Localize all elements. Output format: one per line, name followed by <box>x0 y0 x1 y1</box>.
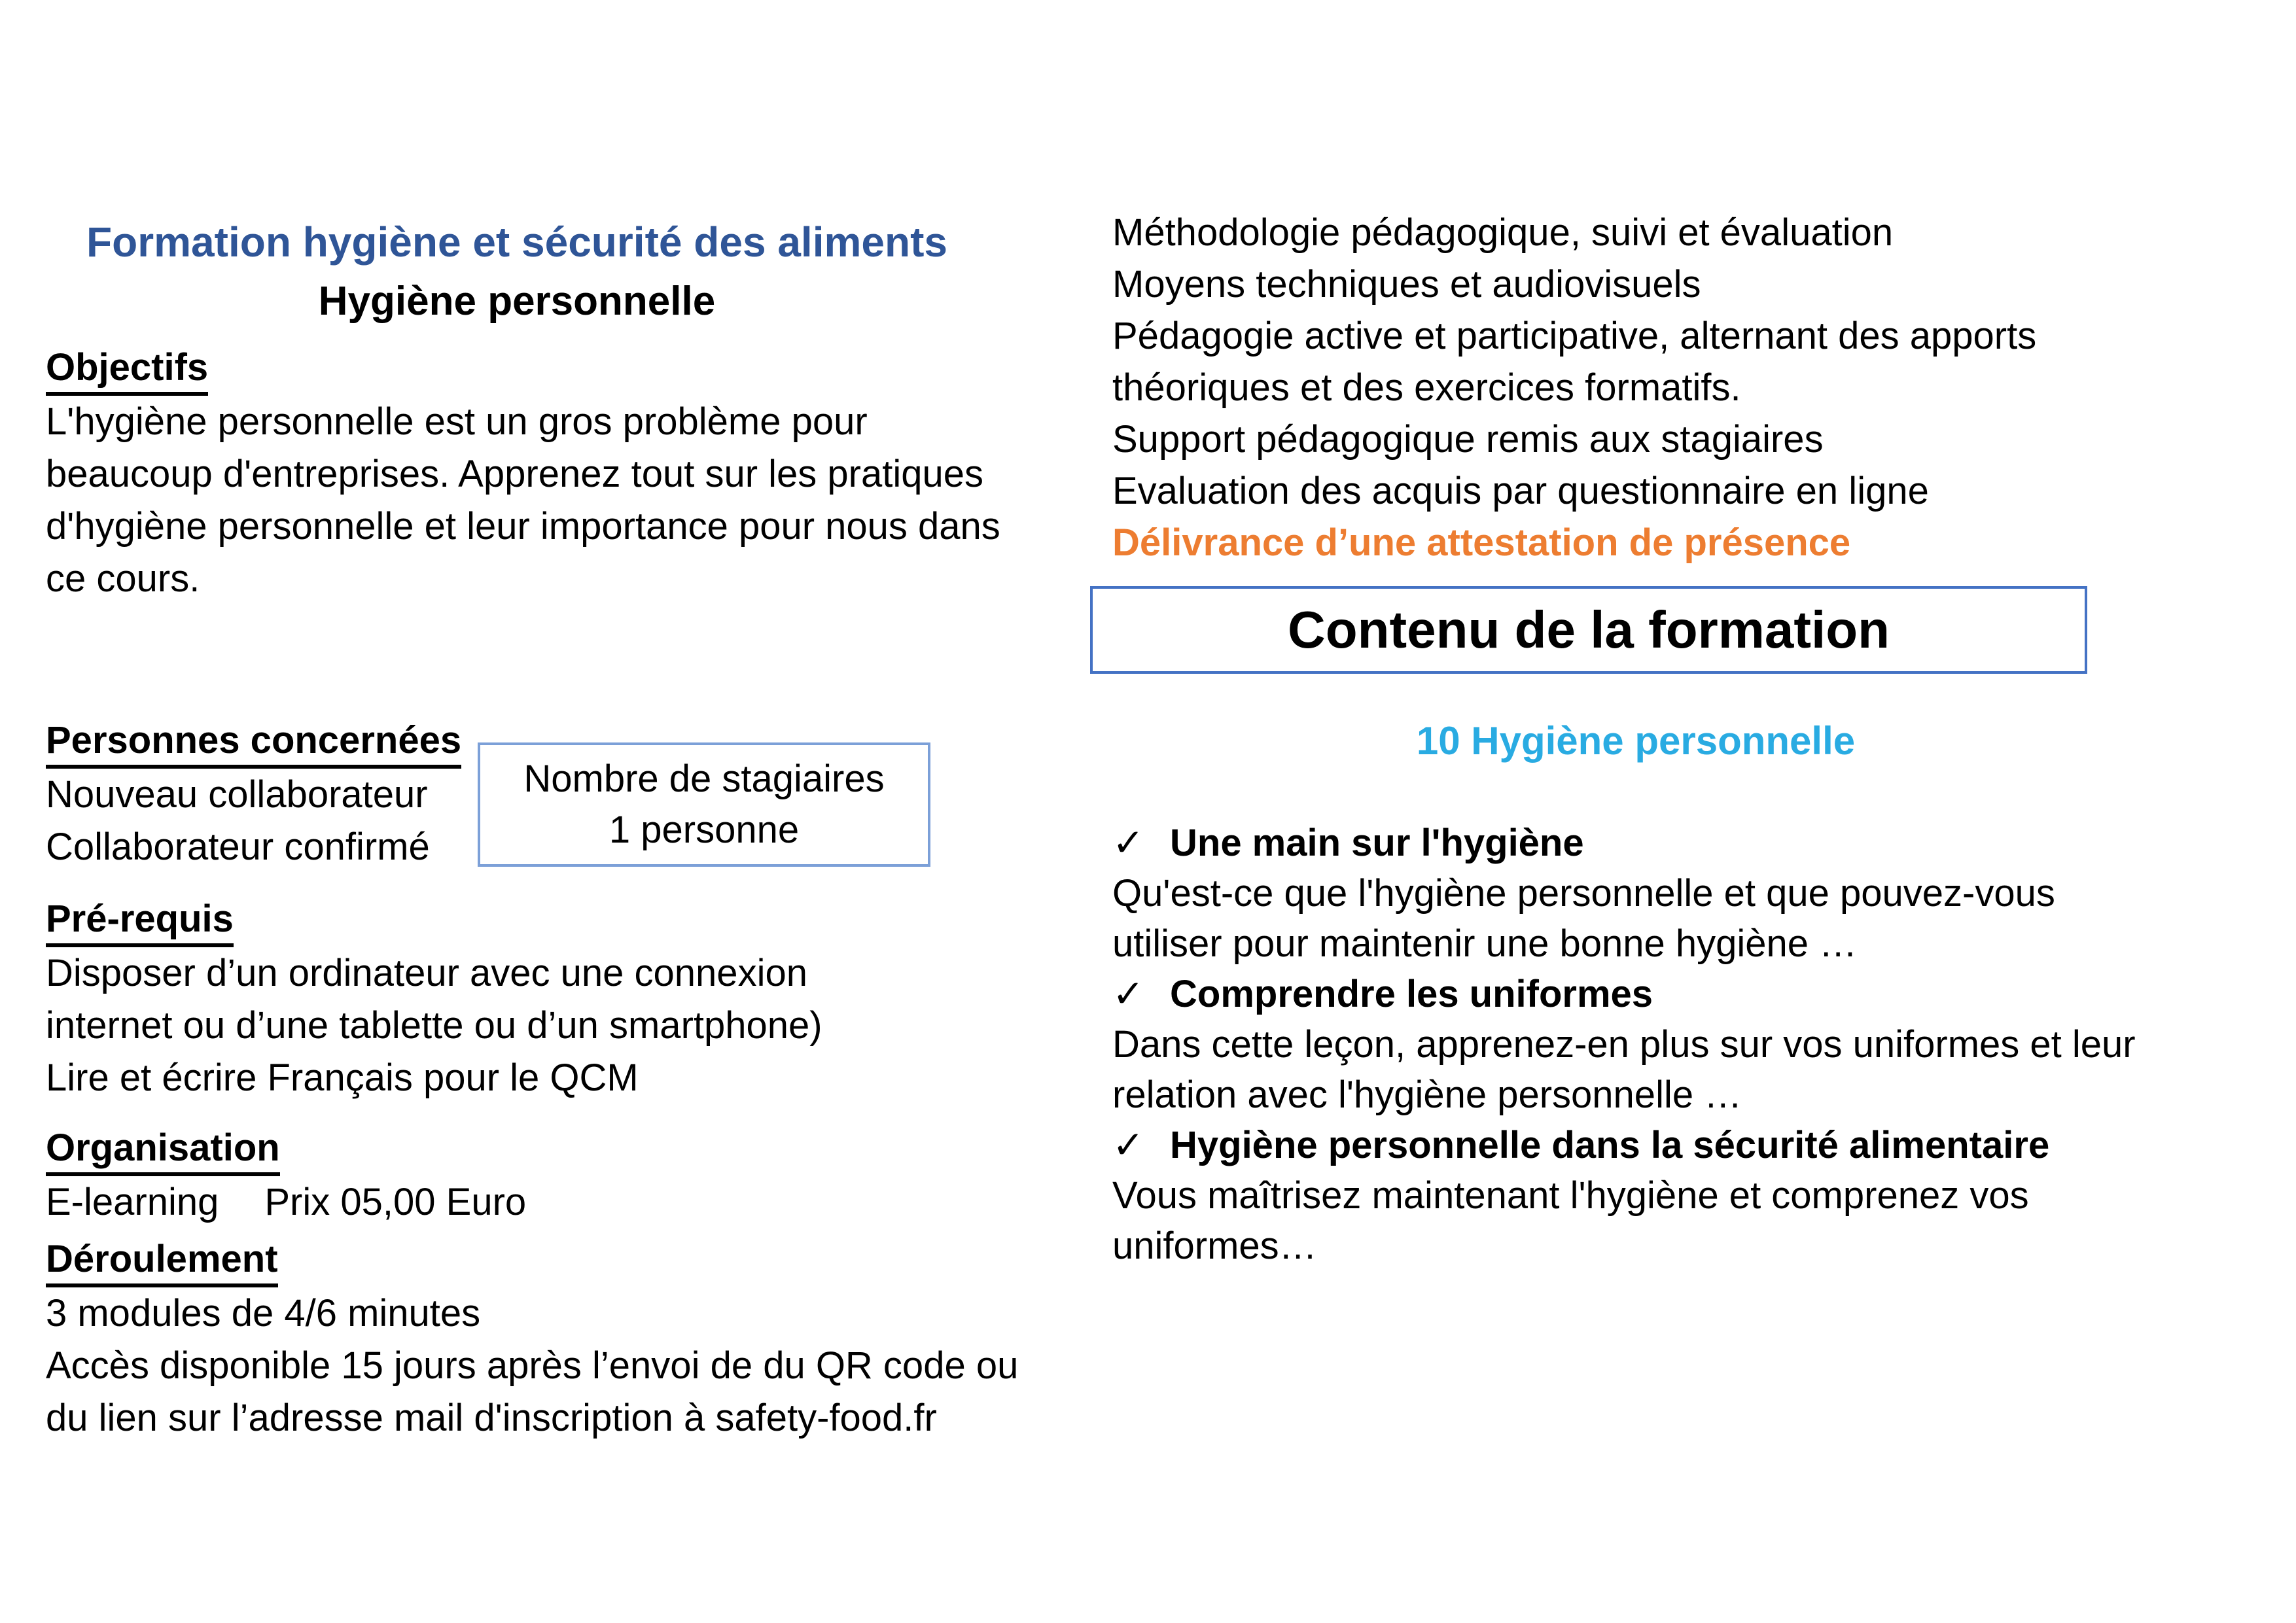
contenu-formation-box <box>1090 586 2087 674</box>
course-title: Formation hygiène et sécurité des aliments <box>86 218 947 266</box>
attestation-highlight: Délivrance d’une attestation de présence <box>1112 521 1851 564</box>
personnes-heading: Personnes concernées <box>46 714 461 769</box>
course-subtitle: Hygiène personnelle <box>318 279 716 324</box>
objectifs-text-line: d'hygiène personnelle et leur importance pour nous dans <box>46 504 1000 548</box>
methodologie-text-line: Méthodologie pédagogique, suivi et évaluation <box>1112 211 1894 254</box>
objectifs-heading: Objectifs <box>46 341 1000 396</box>
prerequis-text-line: internet ou d’une tablette ou d’un smartphone) <box>46 1003 822 1047</box>
prerequis-heading: Pré-requis <box>46 893 822 947</box>
methodologie-text-line: Moyens techniques et audiovisuels <box>1112 263 1701 305</box>
checklist-item-desc-line: Qu'est-ce que l'hygiène personnelle et que pouvez-vous <box>1112 872 2055 915</box>
deroulement-heading: Déroulement <box>46 1233 1018 1287</box>
objectifs-text-line: beaucoup d'entreprises. Apprenez tout sur les pratiques <box>46 452 983 495</box>
checklist-item-title: ✓ Hygiène personnelle dans la sécurité alimentaire <box>1112 1120 2136 1170</box>
personnes-text-line: Nouveau collaborateur <box>46 773 428 816</box>
checkmark-icon: ✓ <box>1112 822 1144 864</box>
checklist-item-title: ✓ Une main sur l'hygiène <box>1112 818 2136 868</box>
prerequis-text-line: Lire et écrire Français pour le QCM <box>46 1056 639 1099</box>
methodologie-text-line: Evaluation des acquis par questionnaire en ligne <box>1112 470 1929 512</box>
section-pre-requis <box>46 893 822 1104</box>
module-title: 10 Hygiène personnelle <box>1416 719 1856 763</box>
stagiaires-box-value: 1 personne <box>609 809 800 851</box>
methodologie-text-line: Pédagogie active et participative, alternant des apports <box>1112 315 2037 357</box>
checkmark-icon: ✓ <box>1112 973 1144 1015</box>
checklist-item-desc-line: Vous maîtrisez maintenant l'hygiène et comprenez vos <box>1112 1174 2029 1217</box>
methodologie-text-line: théoriques et des exercices formatifs. <box>1112 366 1741 409</box>
organisation-details <box>46 1176 526 1229</box>
checklist-item-desc-line: uniformes… <box>1112 1225 1317 1267</box>
checklist-item-desc-line: Dans cette leçon, apprenez-en plus sur vos uniformes et leur <box>1112 1023 2136 1066</box>
contenu-formation-title: Contenu de la formation <box>1288 601 1890 659</box>
checklist-item-desc-line: relation avec l'hygiène personnelle … <box>1112 1073 1742 1116</box>
stagiaires-count-box <box>478 742 930 867</box>
personnes-text-line: Collaborateur confirmé <box>46 825 430 868</box>
section-objectifs <box>46 341 1000 605</box>
checkmark-icon: ✓ <box>1112 1124 1144 1166</box>
deroulement-text-line: du lien sur l’adresse mail d'inscription à safety-food.fr <box>46 1396 937 1439</box>
deroulement-text-line: Accès disponible 15 jours après l’envoi de du QR code ou <box>46 1344 1019 1387</box>
organisation-heading: Organisation <box>46 1122 526 1176</box>
checklist-item-desc-line: utiliser pour maintenir une bonne hygiène … <box>1112 922 1858 965</box>
section-organisation <box>46 1122 526 1229</box>
organisation-price: Prix 05,00 Euro <box>264 1180 527 1223</box>
prerequis-text-line: Disposer d’un ordinateur avec une connexion <box>46 951 807 994</box>
deroulement-text-line: 3 modules de 4/6 minutes <box>46 1291 481 1335</box>
section-deroulement <box>46 1233 1018 1444</box>
stagiaires-box-label: Nombre de stagiaires <box>523 758 885 800</box>
organisation-mode: E-learning <box>46 1180 219 1223</box>
methodologie-text-line: Support pédagogique remis aux stagiaires <box>1112 418 1824 461</box>
checklist-item-title: ✓ Comprendre les uniformes <box>1112 969 2136 1019</box>
section-personnes-concernees <box>46 714 461 873</box>
module-checklist <box>1112 818 2136 1271</box>
objectifs-text-line: L'hygiène personnelle est un gros problème pour <box>46 400 868 443</box>
objectifs-text-line: ce cours. <box>46 557 200 600</box>
section-methodologie <box>1112 207 2036 568</box>
